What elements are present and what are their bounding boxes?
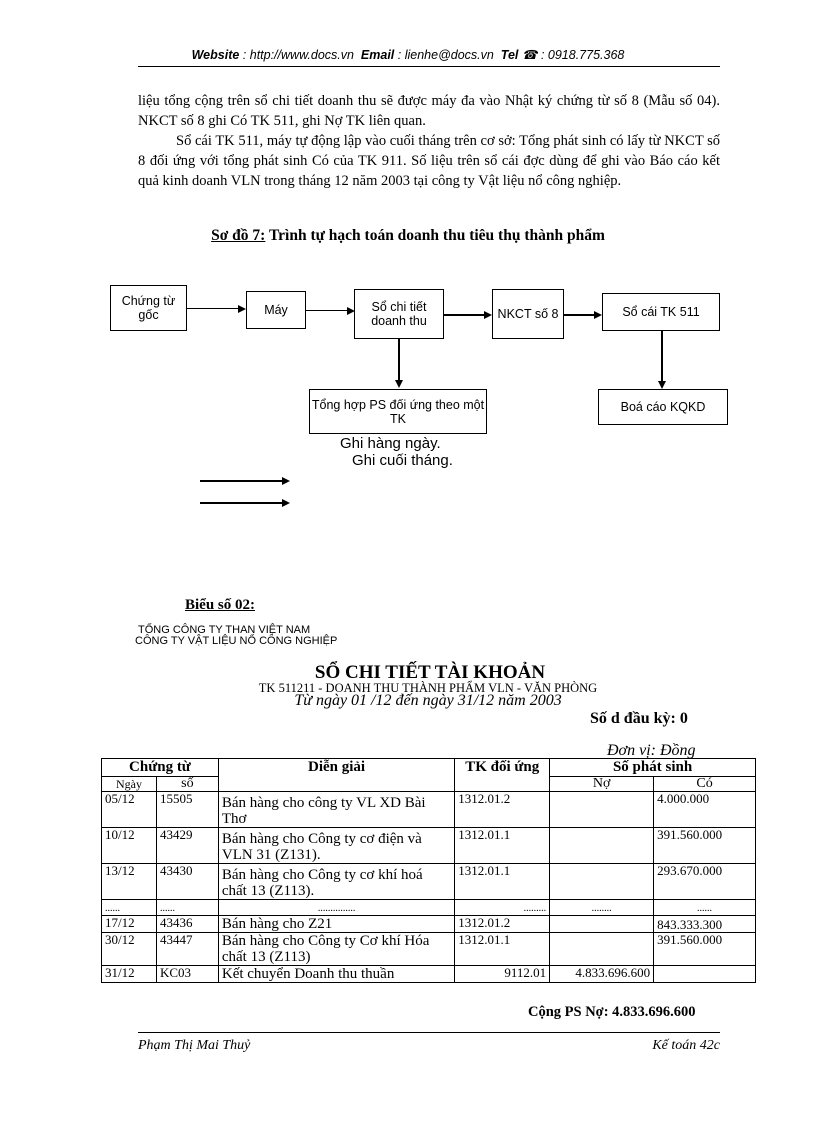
- cell-no: 4.833.696.600: [550, 966, 654, 983]
- cell-ngay: 30/12: [102, 933, 157, 966]
- flow-diagram: [0, 0, 816, 560]
- cell-no: ........: [550, 900, 654, 916]
- header-so: số: [156, 777, 218, 792]
- arrow-head: [282, 477, 290, 485]
- legend-daily-line: [200, 480, 282, 482]
- arrow-head: [484, 311, 492, 319]
- tel-label: Tel: [500, 48, 519, 62]
- cell-dien-giai: Bán hàng cho công ty VL XD Bài Thơ: [218, 792, 454, 828]
- ledger-table: [101, 758, 756, 983]
- table-row: [102, 792, 756, 828]
- legend-daily-text: Ghi hàng ngày.: [340, 435, 441, 452]
- table-row: [102, 916, 756, 933]
- website-value[interactable]: : http://www.docs.vn: [242, 48, 354, 62]
- cell-no: [550, 792, 654, 828]
- box-nkct: NKCT số 8: [492, 289, 564, 339]
- form-label: Biểu số 02:: [185, 597, 256, 613]
- phone-icon: ☎: [521, 48, 538, 62]
- arrow-head: [658, 381, 666, 389]
- table-row: [102, 864, 756, 900]
- cell-no: [550, 933, 654, 966]
- footer-class: Kế toán 42c: [652, 1038, 720, 1053]
- box-so-cai: Sổ cái TK 511: [602, 293, 720, 331]
- legend-monthly-line: [200, 502, 282, 504]
- table-header-row: [102, 759, 756, 777]
- cell-tk: 9112.01: [455, 966, 550, 983]
- org-line-2: CÔNG TY VẬT LIỆU NỔ CÔNG NGHIỆP: [135, 635, 338, 647]
- cell-dien-giai: Bán hàng cho Z21: [218, 916, 454, 933]
- table-row: [102, 828, 756, 864]
- arrow-line: [661, 331, 663, 381]
- header-tk: TK đối ứng: [455, 759, 550, 792]
- arrow-line: [564, 314, 594, 316]
- website-label: Website: [191, 48, 240, 62]
- table-row: [102, 900, 756, 916]
- ledger-period: Từ ngày 01 /12 đến ngày 31/12 năm 2003: [294, 692, 562, 709]
- arrow-head: [594, 311, 602, 319]
- paragraph-1: liệu tổng cộng trên sổ chi tiết doanh thu sẽ được máy đa vào Nhật ký chứng từ số 8 (Mẫu số 04). NKCT số 8 ghi Có TK 511, ghi Nợ TK liên quan.: [138, 93, 720, 129]
- cell-dien-giai: Kết chuyển Doanh thu thuần: [218, 966, 454, 983]
- cell-so: 43447: [156, 933, 218, 966]
- box-may: Máy: [246, 291, 306, 329]
- cell-so: 43436: [156, 916, 218, 933]
- table-row: [102, 966, 756, 983]
- box-chung-tu-goc: Chứng từ gốc: [110, 285, 187, 331]
- email-label: Email: [360, 48, 395, 62]
- cell-no: [550, 916, 654, 933]
- cell-dien-giai: Bán hàng cho Công ty cơ khí hoá chất 13 (Z113).: [218, 864, 454, 900]
- cell-ngay: ......: [102, 900, 157, 916]
- ledger-title: SỔ CHI TIẾT TÀI KHOẢN: [314, 662, 546, 683]
- email-value[interactable]: : lienhe@docs.vn: [397, 48, 494, 62]
- arrow-head: [282, 499, 290, 507]
- cell-co: 4.000.000: [654, 792, 756, 828]
- cell-ngay: 10/12: [102, 828, 157, 864]
- cell-tk: 1312.01.2: [455, 792, 550, 828]
- cell-so: ......: [156, 900, 218, 916]
- arrow-line: [444, 314, 484, 316]
- header-phatsinh: Số phát sinh: [550, 759, 756, 777]
- cell-ngay: 17/12: [102, 916, 157, 933]
- cell-tk: 1312.01.1: [455, 864, 550, 900]
- footer-author: Phạm Thị Mai Thuỷ: [138, 1038, 251, 1053]
- cell-so: 43430: [156, 864, 218, 900]
- ledger-subtitle: TK 511211 - DOANH THU THÀNH PHẨM VLN - VĂN PHÒNG: [258, 681, 598, 695]
- cell-so: KC03: [156, 966, 218, 983]
- cell-dien-giai: Bán hàng cho Công ty Cơ khí Hóa chất 13 (Z113): [218, 933, 454, 966]
- header-chungtu: Chứng từ: [102, 759, 219, 777]
- cell-ngay: 13/12: [102, 864, 157, 900]
- cell-so: 15505: [156, 792, 218, 828]
- header-no: Nợ: [550, 777, 654, 792]
- tel-value: : 0918.775.368: [540, 48, 625, 62]
- arrow-line: [187, 308, 238, 309]
- cell-so: 43429: [156, 828, 218, 864]
- diagram-title-prefix: Sơ đồ 7:: [211, 227, 266, 244]
- cell-ngay: 05/12: [102, 792, 157, 828]
- header-ngay: Ngày: [102, 777, 157, 792]
- box-so-chi-tiet: Sổ chi tiết doanh thu: [354, 289, 444, 339]
- arrow-head: [395, 380, 403, 388]
- legend-monthly-text: Ghi cuối tháng.: [352, 452, 453, 469]
- cell-co: [654, 966, 756, 983]
- cell-dien-giai: ...............: [218, 900, 454, 916]
- arrow-line: [398, 339, 400, 380]
- header-co: Có: [654, 777, 756, 792]
- cell-tk: 1312.01.1: [455, 933, 550, 966]
- opening-balance: Số d đầu kỳ: 0: [590, 710, 688, 727]
- table-row: [102, 933, 756, 966]
- total-debit: Cộng PS Nợ: 4.833.696.600: [528, 1004, 696, 1020]
- cell-co: 391.560.000: [654, 933, 756, 966]
- org-line-1: TỔNG CÔNG TY THAN VIỆT NAM: [138, 624, 311, 636]
- arrow-line: [306, 310, 347, 311]
- box-bao-cao: Boá cáo KQKD: [598, 389, 728, 425]
- currency-unit: Đơn vị: Đồng: [607, 742, 696, 759]
- footer-rule: [138, 1032, 720, 1033]
- cell-tk: .........: [455, 900, 550, 916]
- cell-co: 843.333.300: [654, 916, 756, 933]
- cell-tk: 1312.01.1: [455, 828, 550, 864]
- cell-co: 293.670.000: [654, 864, 756, 900]
- cell-no: [550, 828, 654, 864]
- box-tong-hop: Tổng hợp PS đối ứng theo một TK: [309, 389, 487, 434]
- cell-dien-giai: Bán hàng cho Công ty cơ điện và VLN 31 (Z131).: [218, 828, 454, 864]
- cell-no: [550, 864, 654, 900]
- header-diengiai: Diễn giải: [218, 759, 454, 792]
- cell-tk: 1312.01.2: [455, 916, 550, 933]
- cell-co: ......: [654, 900, 756, 916]
- cell-co: 391.560.000: [654, 828, 756, 864]
- paragraph-2: Sổ cái TK 511, máy tự động lập vào cuối tháng trên cơ sở: Tổng phát sinh có lấy từ NKCT số 8 đối ứng với tổng phát sinh Có của TK 911. Số liệu trên sổ cái đợc dùng để ghi vào Báo cáo kết quả kinh doanh VLN trong tháng 12 năm 2003 tại công ty Vật liệu nổ công nghiệp.: [138, 133, 720, 189]
- diagram-title-text: Trình tự hạch toán doanh thu tiêu thụ thành phẩm: [265, 227, 605, 244]
- arrow-head: [238, 305, 246, 313]
- cell-ngay: 31/12: [102, 966, 157, 983]
